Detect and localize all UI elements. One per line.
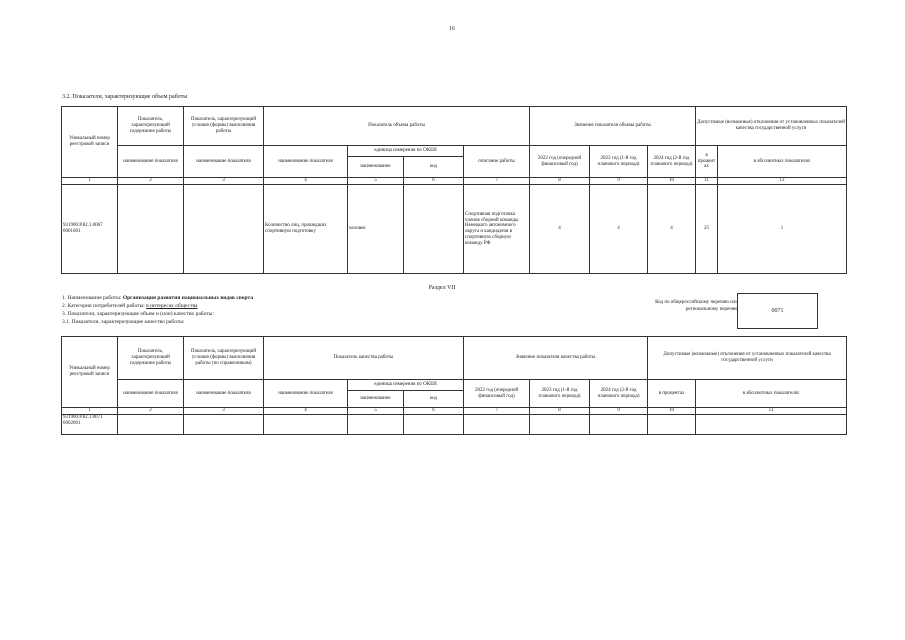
- work-name-label: 1. Наименование работы:: [62, 295, 123, 301]
- column-number: 4: [264, 178, 348, 185]
- column-number: 2: [118, 178, 184, 185]
- consumer-category-line: [62, 302, 253, 310]
- column-numbers-row: [62, 408, 847, 415]
- column-number: 9: [590, 408, 648, 415]
- sub-percent: в процентах: [696, 146, 718, 178]
- group-volume-values: Значение показателя объема работы: [530, 107, 696, 146]
- cell-unique-number: 931900.Р.82.1.0071 0002001: [62, 415, 118, 435]
- cell-content: [118, 185, 184, 274]
- column-number: 5: [348, 408, 404, 415]
- cell-conditions: [184, 185, 264, 274]
- volume-table: [61, 106, 847, 274]
- col-unique-number: Уникальный номер реестровой записи: [62, 337, 118, 408]
- cell-indicator-name: Количество лиц, прошедших спортивную подготовку: [264, 185, 348, 274]
- column-number: 6: [404, 408, 464, 415]
- cell-unique-number: 931900.Р.82.1.0067 0001001: [62, 185, 118, 274]
- sub-year-2024: 2024 год (2-й год планового периода): [590, 380, 648, 408]
- column-number: 11: [696, 408, 847, 415]
- section-title: Раздел VII: [428, 285, 456, 291]
- group-content: Показатель, характеризующий содержание работы: [118, 337, 184, 380]
- cell-value-2022: [464, 415, 530, 435]
- sub-name-indicator: наименование показателя: [264, 146, 348, 178]
- cell-value-2023: [530, 415, 590, 435]
- column-number: 9: [590, 178, 648, 185]
- register-code-label: Код по общероссийскому перечню или региональному перечню: [655, 300, 738, 312]
- column-number: 7: [464, 178, 530, 185]
- column-number: 1: [62, 178, 118, 185]
- column-number: 1: [62, 408, 118, 415]
- volume-section-caption: 3.2. Показатели, характеризующие объем работы: [62, 94, 188, 100]
- column-number: 6: [404, 178, 464, 185]
- column-numbers-row: [62, 178, 847, 185]
- column-number: 5: [348, 178, 404, 185]
- cell-unit-name: [348, 415, 404, 435]
- sub-year-2022: 2022 год (очередной финансовый год): [530, 146, 590, 178]
- quality-table: [61, 336, 847, 435]
- sub-unit-name: наименование: [348, 157, 404, 178]
- sub-name-indicator: наименование показателя: [184, 380, 264, 408]
- column-number: 12: [718, 178, 847, 185]
- sub-year-2024: 2024 год (2-й год планового периода): [648, 146, 696, 178]
- section-info: [62, 294, 253, 326]
- cell-percent: 25: [696, 185, 718, 274]
- sub-year-2023: 2023 год (1-й год планового периода): [590, 146, 648, 178]
- sub-percent: в процентах: [648, 380, 696, 408]
- cell-value-2022: 4: [530, 185, 590, 274]
- cell-unit-code: [404, 415, 464, 435]
- sub-unit-name: наименование: [348, 391, 404, 408]
- column-number: 2: [118, 408, 184, 415]
- table-row: [62, 185, 847, 274]
- consumer-category-label: 2. Категории потребителей работы:: [62, 303, 147, 309]
- group-deviations: Допустимые (возможные) отклонения от установленных показателей качества государственной услуги: [696, 107, 847, 146]
- page-number: 16: [449, 26, 455, 32]
- sub-unit-okei: единица измерения по ОКЕИ: [348, 146, 464, 157]
- sub-absolute: в абсолютных показателях: [696, 380, 847, 408]
- group-conditions: Показатель, характеризующий условия (формы) выполнения работы (по справочникам): [184, 337, 264, 380]
- consumer-category-value: в интересах общества: [146, 303, 198, 309]
- group-deviations: Допустимые (возможные) отклонения от установленных показателей качества государственной услуги: [648, 337, 847, 380]
- sub-unit-code: код: [404, 157, 464, 178]
- column-number: 10: [648, 408, 696, 415]
- cell-value-2024: 4: [648, 185, 696, 274]
- sub-name-indicator: наименование показателя: [118, 380, 184, 408]
- cell-content: [118, 415, 184, 435]
- cell-value-2024: [590, 415, 648, 435]
- sub-unit-okei: единица измерения по ОКЕИ: [348, 380, 464, 391]
- sub-year-2022: 2022 год (очередной финансовый год): [464, 380, 530, 408]
- group-volume-indicator: Показатель объема работы: [264, 107, 530, 146]
- register-code-value: 0071: [771, 308, 784, 314]
- sub-work-description: описание работы: [464, 146, 530, 178]
- group-conditions: Показатель, характеризующий условия (формы) выполнения работы: [184, 107, 264, 146]
- column-number: 11: [696, 178, 718, 185]
- group-quality-indicator: Показатель качества работы: [264, 337, 464, 380]
- cell-value-2023: 4: [590, 185, 648, 274]
- column-number: 7: [464, 408, 530, 415]
- sub-absolute: в абсолютных показателях: [718, 146, 847, 178]
- sub-name-indicator: наименование показателя: [118, 146, 184, 178]
- indicators-line: 3. Показатели, характеризующие объем и (или) качество работы:: [62, 311, 214, 317]
- col-unique-number: Уникальный номер реестровой записи: [62, 107, 118, 178]
- column-number: 8: [530, 178, 590, 185]
- cell-unit-name: человек: [348, 185, 404, 274]
- cell-absolute: [696, 415, 847, 435]
- register-code-box: [737, 293, 818, 329]
- sub-name-indicator: наименование показателя: [264, 380, 348, 408]
- cell-work-description: Спортивная подготовка членов сборной команды Ненецкого автономного округа и кандидатов в спортивную сборную команду РФ: [464, 185, 530, 274]
- column-number: 3: [184, 408, 264, 415]
- sub-unit-code: код: [404, 391, 464, 408]
- cell-absolute: 1: [718, 185, 847, 274]
- cell-indicator-name: [264, 415, 348, 435]
- cell-percent: [648, 415, 696, 435]
- column-number: 3: [184, 178, 264, 185]
- cell-conditions: [184, 415, 264, 435]
- column-number: 10: [648, 178, 696, 185]
- column-number: 8: [530, 408, 590, 415]
- sub-year-2023: 2023 год (1-й год планового периода): [530, 380, 590, 408]
- group-content: Показатель, характеризующий содержание работы: [118, 107, 184, 146]
- group-quality-values: Значение показателя качества работы: [464, 337, 648, 380]
- column-number: 4: [264, 408, 348, 415]
- work-name-line: [62, 294, 253, 302]
- work-name-value: Организация развития национальных видов спорта: [122, 295, 254, 301]
- sub-name-indicator: наименование показателя: [184, 146, 264, 178]
- table-row: [62, 415, 847, 435]
- cell-unit-code: [404, 185, 464, 274]
- quality-indicators-line: 3.1. Показатели, характеризующие качество работы:: [62, 319, 185, 325]
